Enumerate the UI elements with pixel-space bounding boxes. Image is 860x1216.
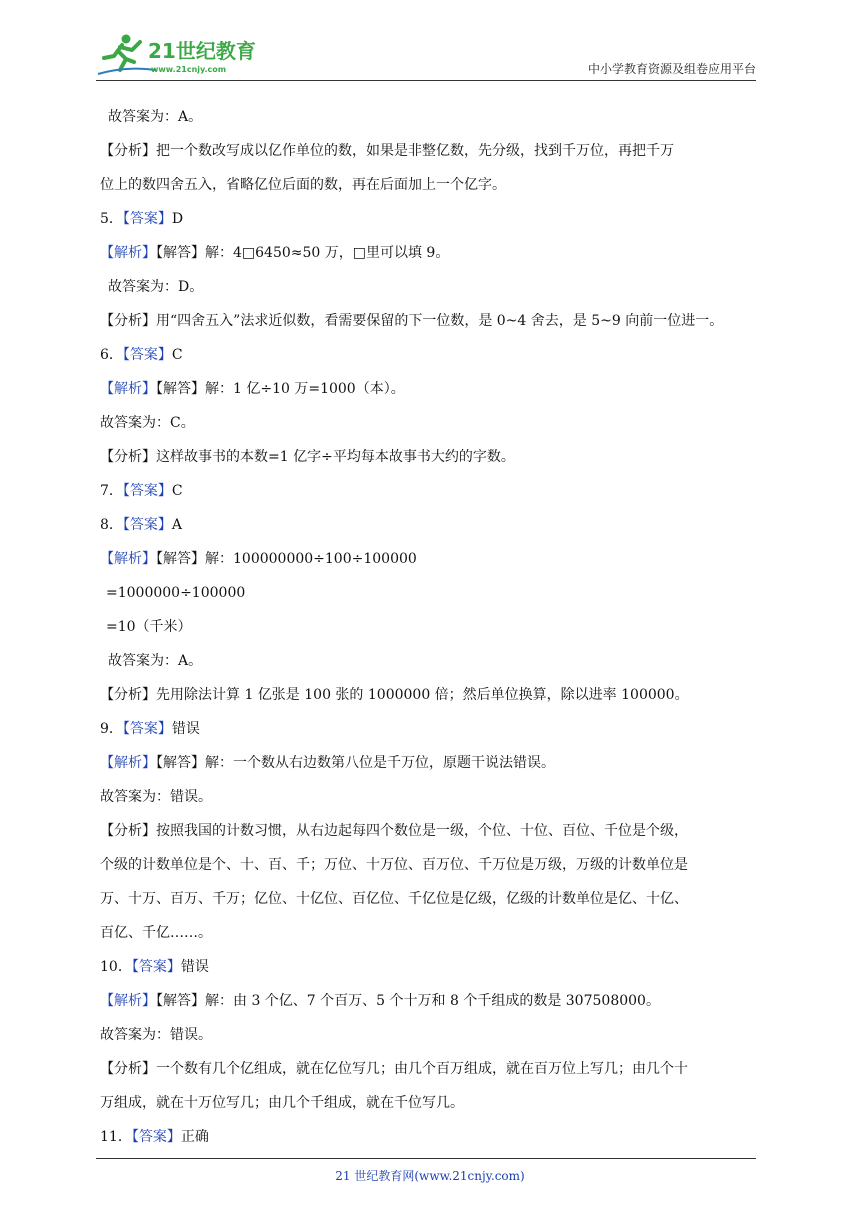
tag-jieda: 【解答】 (156, 245, 205, 261)
footer-text[interactable]: 21 世纪教育网(www.21cnjy.com) (335, 1169, 525, 1183)
header-platform-text: 中小学教育资源及组卷应用平台 (587, 62, 756, 76)
analysis-line: 【分析】把一个数改写成以亿作单位的数，如果是非整亿数，先分级，找到千万位，再把千万 (100, 143, 674, 159)
tag-jiexi: 【解析】 (100, 993, 156, 1009)
document-body (100, 100, 760, 1154)
tag-jiexi: 【解析】 (100, 551, 156, 567)
question-7-answer: 7．【答案】C (100, 483, 183, 499)
logo-21cnjy (96, 32, 266, 76)
text-line: 故答案为：A。 (108, 653, 203, 669)
tag-fenxi: 【分析】 (100, 687, 156, 703)
text-line: =1000000÷100000 (106, 585, 246, 601)
question-5-solution: 【解析】【解答】解：4□6450≈50 万，□里可以填 9。 (100, 245, 450, 261)
tag-answer: 【答案】 (122, 211, 172, 227)
analysis-line: 【分析】这样故事书的本数=1 亿字÷平均每本故事书大约的字数。 (100, 449, 515, 465)
tag-fenxi: 【分析】 (100, 449, 156, 465)
tag-answer: 【答案】 (131, 1129, 181, 1145)
analysis-line: 【分析】一个数有几个亿组成，就在亿位写几；由几个百万组成，就在百万位上写几；由几个十 (100, 1061, 688, 1077)
tag-jiexi: 【解析】 (100, 245, 156, 261)
tag-fenxi: 【分析】 (100, 143, 156, 159)
analysis-line: 【分析】按照我国的计数习惯，从右边起每四个数位是一级，个位、十位、百位、千位是个级， (100, 823, 688, 839)
tag-fenxi: 【分析】 (100, 823, 156, 839)
tag-jieda: 【解答】 (156, 993, 205, 1009)
question-10-solution: 【解析】【解答】解：由 3 个亿、7 个百万、5 个十万和 8 个千组成的数是 307508000。 (100, 993, 660, 1009)
text-line: 故答案为：错误。 (100, 789, 212, 805)
tag-fenxi: 【分析】 (100, 1061, 156, 1077)
tag-answer: 【答案】 (122, 483, 172, 499)
tag-jieda: 【解答】 (156, 755, 205, 771)
text-line: 万组成，就在十万位写几；由几个千组成，就在千位写几。 (100, 1095, 464, 1111)
question-9-solution: 【解析】【解答】解：一个数从右边数第八位是千万位，原题干说法错误。 (100, 755, 555, 771)
text-line: 位上的数四舍五入，省略亿位后面的数，再在后面加上一个亿字。 (100, 177, 506, 193)
tag-answer: 【答案】 (122, 721, 172, 737)
text-line: 故答案为：错误。 (100, 1027, 212, 1043)
text-line: =10（千米） (106, 619, 192, 635)
tag-answer: 【答案】 (131, 959, 181, 975)
question-8-solution: 【解析】【解答】解：100000000÷100÷100000 (100, 551, 417, 567)
tag-jieda: 【解答】 (156, 551, 205, 567)
footer-divider (96, 1158, 756, 1159)
tag-answer: 【答案】 (122, 347, 172, 363)
tag-jiexi: 【解析】 (100, 381, 156, 397)
question-5-answer: 5．【答案】D (100, 211, 184, 227)
tag-jieda: 【解答】 (156, 381, 205, 397)
tag-answer: 【答案】 (122, 517, 172, 533)
text-line: 百亿、千亿……。 (100, 925, 212, 941)
question-10-answer: 10．【答案】错误 (100, 959, 209, 975)
text-line: 故答案为：A。 (108, 109, 203, 125)
question-8-answer: 8．【答案】A (100, 517, 183, 533)
question-11-answer: 11．【答案】正确 (100, 1129, 209, 1145)
tag-fenxi: 【分析】 (100, 313, 156, 329)
question-9-answer: 9．【答案】错误 (100, 721, 200, 737)
analysis-line: 【分析】用“四舍五入”法求近似数，看需要保留的下一位数，是 0~4 舍去，是 5~9 向前一位进一。 (100, 313, 724, 329)
logo-url-text: www.21cnjy.com (151, 65, 227, 74)
analysis-line: 【分析】先用除法计算 1 亿张是 100 张的 1000000 倍；然后单位换算，除以进率 100000。 (100, 687, 689, 703)
page-header (96, 28, 756, 80)
question-6-solution: 【解析】【解答】解：1 亿÷10 万=1000（本）。 (100, 381, 405, 397)
question-6-answer: 6．【答案】C (100, 347, 183, 363)
tag-jiexi: 【解析】 (100, 755, 156, 771)
text-line: 个级的计数单位是个、十、百、千；万位、十万位、百万位、千万位是万级，万级的计数单位是 (100, 857, 688, 873)
text-line: 故答案为：D。 (108, 279, 204, 295)
header-divider (96, 80, 756, 81)
text-line: 故答案为：C。 (100, 415, 195, 431)
logo-text: 21世纪教育 (148, 39, 256, 63)
text-line: 万、十万、百万、千万；亿位、十亿位、百亿位、千亿位是亿级，亿级的计数单位是亿、十亿、 (100, 891, 688, 907)
